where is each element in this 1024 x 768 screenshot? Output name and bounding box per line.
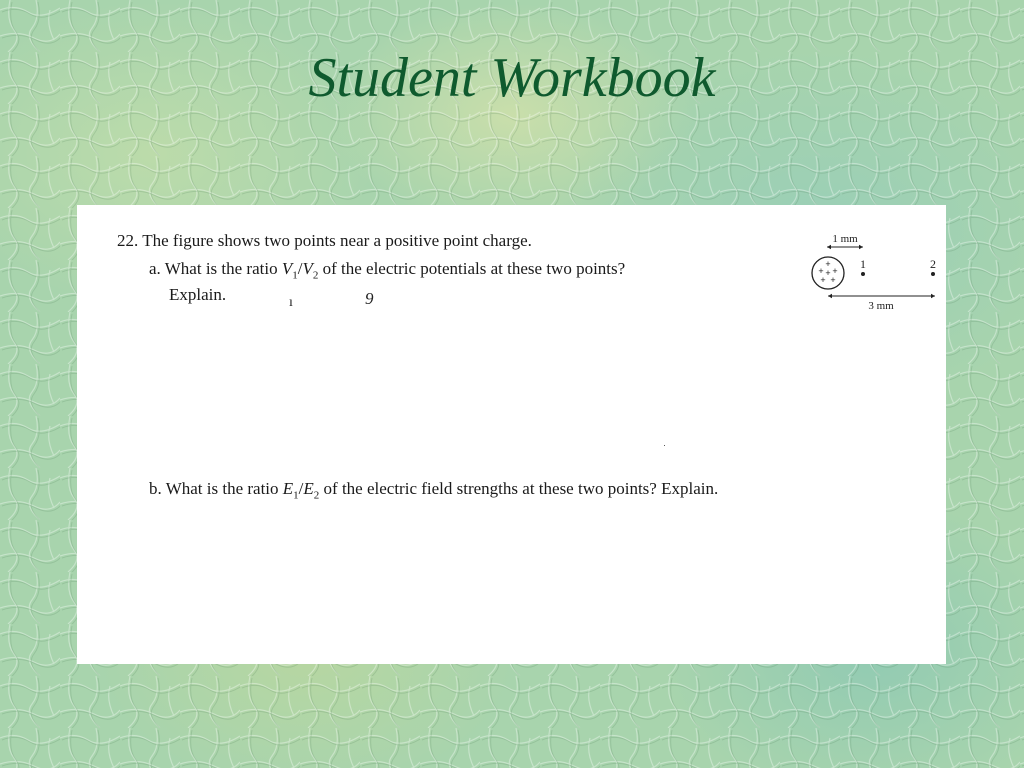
handwritten-mark: ı	[289, 295, 293, 310]
charge-figure	[809, 229, 939, 315]
question-stem-line	[117, 231, 532, 251]
charge-sign: +	[832, 266, 838, 276]
charge-sign: +	[825, 268, 831, 278]
point-1-dot	[861, 272, 865, 276]
stray-dot	[664, 445, 665, 446]
workbook-page	[77, 205, 946, 664]
part-b-label: b.	[149, 479, 162, 498]
top-distance-label: 1 mm	[832, 233, 858, 245]
slide-title: Student Workbook	[308, 47, 716, 109]
part-b-prefix: What is the ratio	[165, 479, 279, 498]
charge-sign: +	[820, 275, 826, 285]
part-a-ratio: $V_1/V_2$	[281, 259, 319, 282]
part-a-line	[149, 259, 625, 281]
question-stem: The figure shows two points near a positive point charge.	[142, 231, 532, 250]
part-b-ratio: $E_1/E_2$	[282, 479, 320, 502]
handwritten-mark: 9	[365, 289, 374, 308]
bottom-distance-label: 3 mm	[868, 300, 894, 312]
part-b-line	[149, 479, 718, 501]
charge-sign: +	[818, 266, 824, 276]
part-a-suffix: of the electric potentials at these two points?	[322, 259, 626, 278]
question-number: 22.	[117, 231, 139, 250]
point-2-dot	[931, 272, 935, 276]
part-a-prefix: What is the ratio	[164, 259, 278, 278]
part-a-label: a.	[149, 259, 161, 278]
part-a-explain: Explain.	[169, 285, 227, 304]
part-b-suffix: of the electric field strengths at these two points? Explain.	[323, 479, 719, 498]
point-1-label: 1	[860, 257, 866, 271]
charge-sign: +	[825, 259, 831, 269]
charge-sign: +	[830, 275, 836, 285]
point-2-label: 2	[930, 257, 936, 271]
